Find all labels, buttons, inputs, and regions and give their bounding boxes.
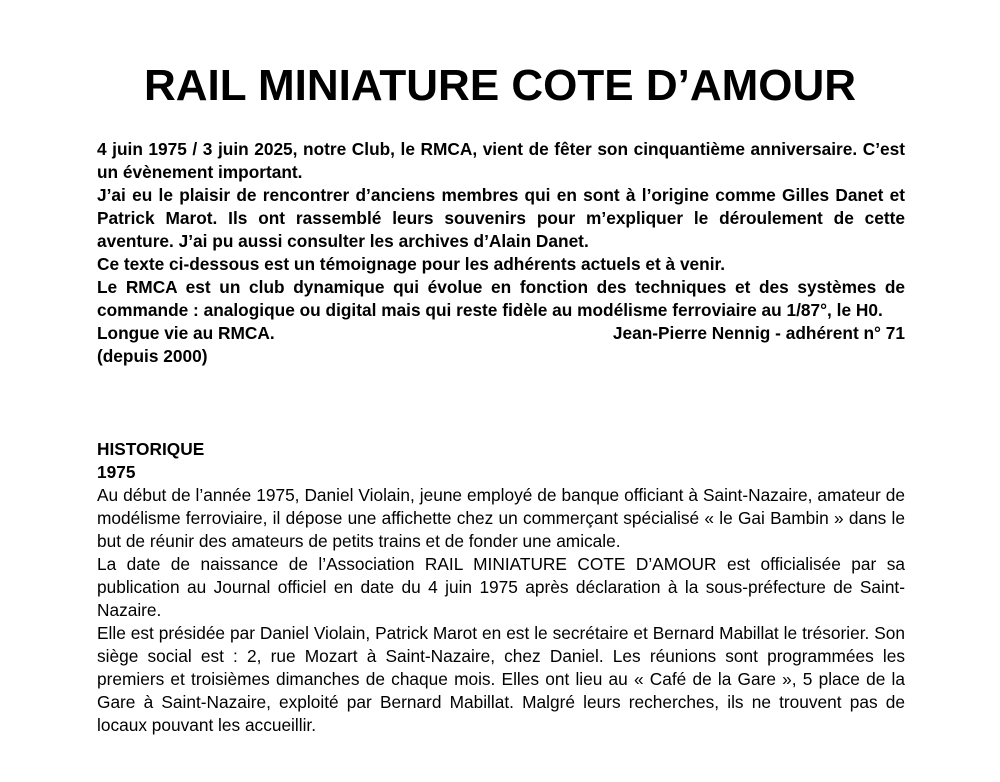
history-paragraph-organization: Elle est présidée par Daniel Violain, Patrick Marot en est le secrétaire et Bernard Mabillat le trésorier. Son siège social est : 2, rue Mozart à Saint-Nazaire, chez Daniel. Les réunions sont programmées les premiers et troisièmes dimanches de chaque mois. Elles ont lieu au « Café de la Gare », 5 place de la Gare à Saint-Nazaire, exploité par Bernard Mabillat. Malgré leurs recherches, ils ne trouvent pas de locaux pouvant les accueillir. bbox=[97, 623, 905, 735]
intro-paragraph-founders: J’ai eu le plaisir de rencontrer d’anciens membres qui en sont à l’origine comme Gilles Danet et Patrick Marot. Ils ont rassemblé leurs souvenirs pour m’expliquer le déroulement de cette aventure. J’ai pu aussi consulter les archives d’Alain Danet. bbox=[97, 185, 905, 251]
history-paragraph-beginning: Au début de l’année 1975, Daniel Violain, jeune employé de banque officiant à Saint-Nazaire, amateur de modélisme ferroviaire, il dépose une affichette chez un commerçant spécialisé « le Gai Bambin » dans le but de réunir des amateurs de petits trains et de fonder une amicale. bbox=[97, 485, 905, 551]
history-heading: HISTORIQUE bbox=[97, 439, 205, 459]
author-signature: Jean-Pierre Nennig - adhérent n° 71 bbox=[612, 323, 905, 343]
history-paragraph-founding: La date de naissance de l’Association RAIL MINIATURE COTE D’AMOUR est officialisée par sa publication au Journal officiel en date du 4 juin 1975 après déclaration à la sous-préfecture de Saint-Nazaire. bbox=[97, 554, 905, 620]
member-since: (depuis 2000) bbox=[97, 346, 208, 366]
intro-paragraph-anniversary: 4 juin 1975 / 3 juin 2025, notre Club, le RMCA, vient de fêter son cinquantième anniversaire. C’est un évènement important. bbox=[97, 139, 905, 182]
closing-text: Longue vie au RMCA. bbox=[97, 323, 275, 343]
intro-paragraph-club: Le RMCA est un club dynamique qui évolue en fonction des techniques et des systèmes de commande : analogique ou digital mais qui reste fidèle au modélisme ferroviaire au 1/87°, le H0. bbox=[97, 277, 905, 320]
history-section bbox=[97, 438, 905, 737]
history-year: 1975 bbox=[97, 462, 136, 482]
page-title: RAIL MINIATURE COTE D’AMOUR bbox=[143, 61, 857, 110]
signature-row bbox=[97, 322, 905, 345]
intro-paragraph-testimony: Ce texte ci-dessous est un témoignage pour les adhérents actuels et à venir. bbox=[97, 254, 726, 274]
intro-section bbox=[97, 138, 905, 368]
